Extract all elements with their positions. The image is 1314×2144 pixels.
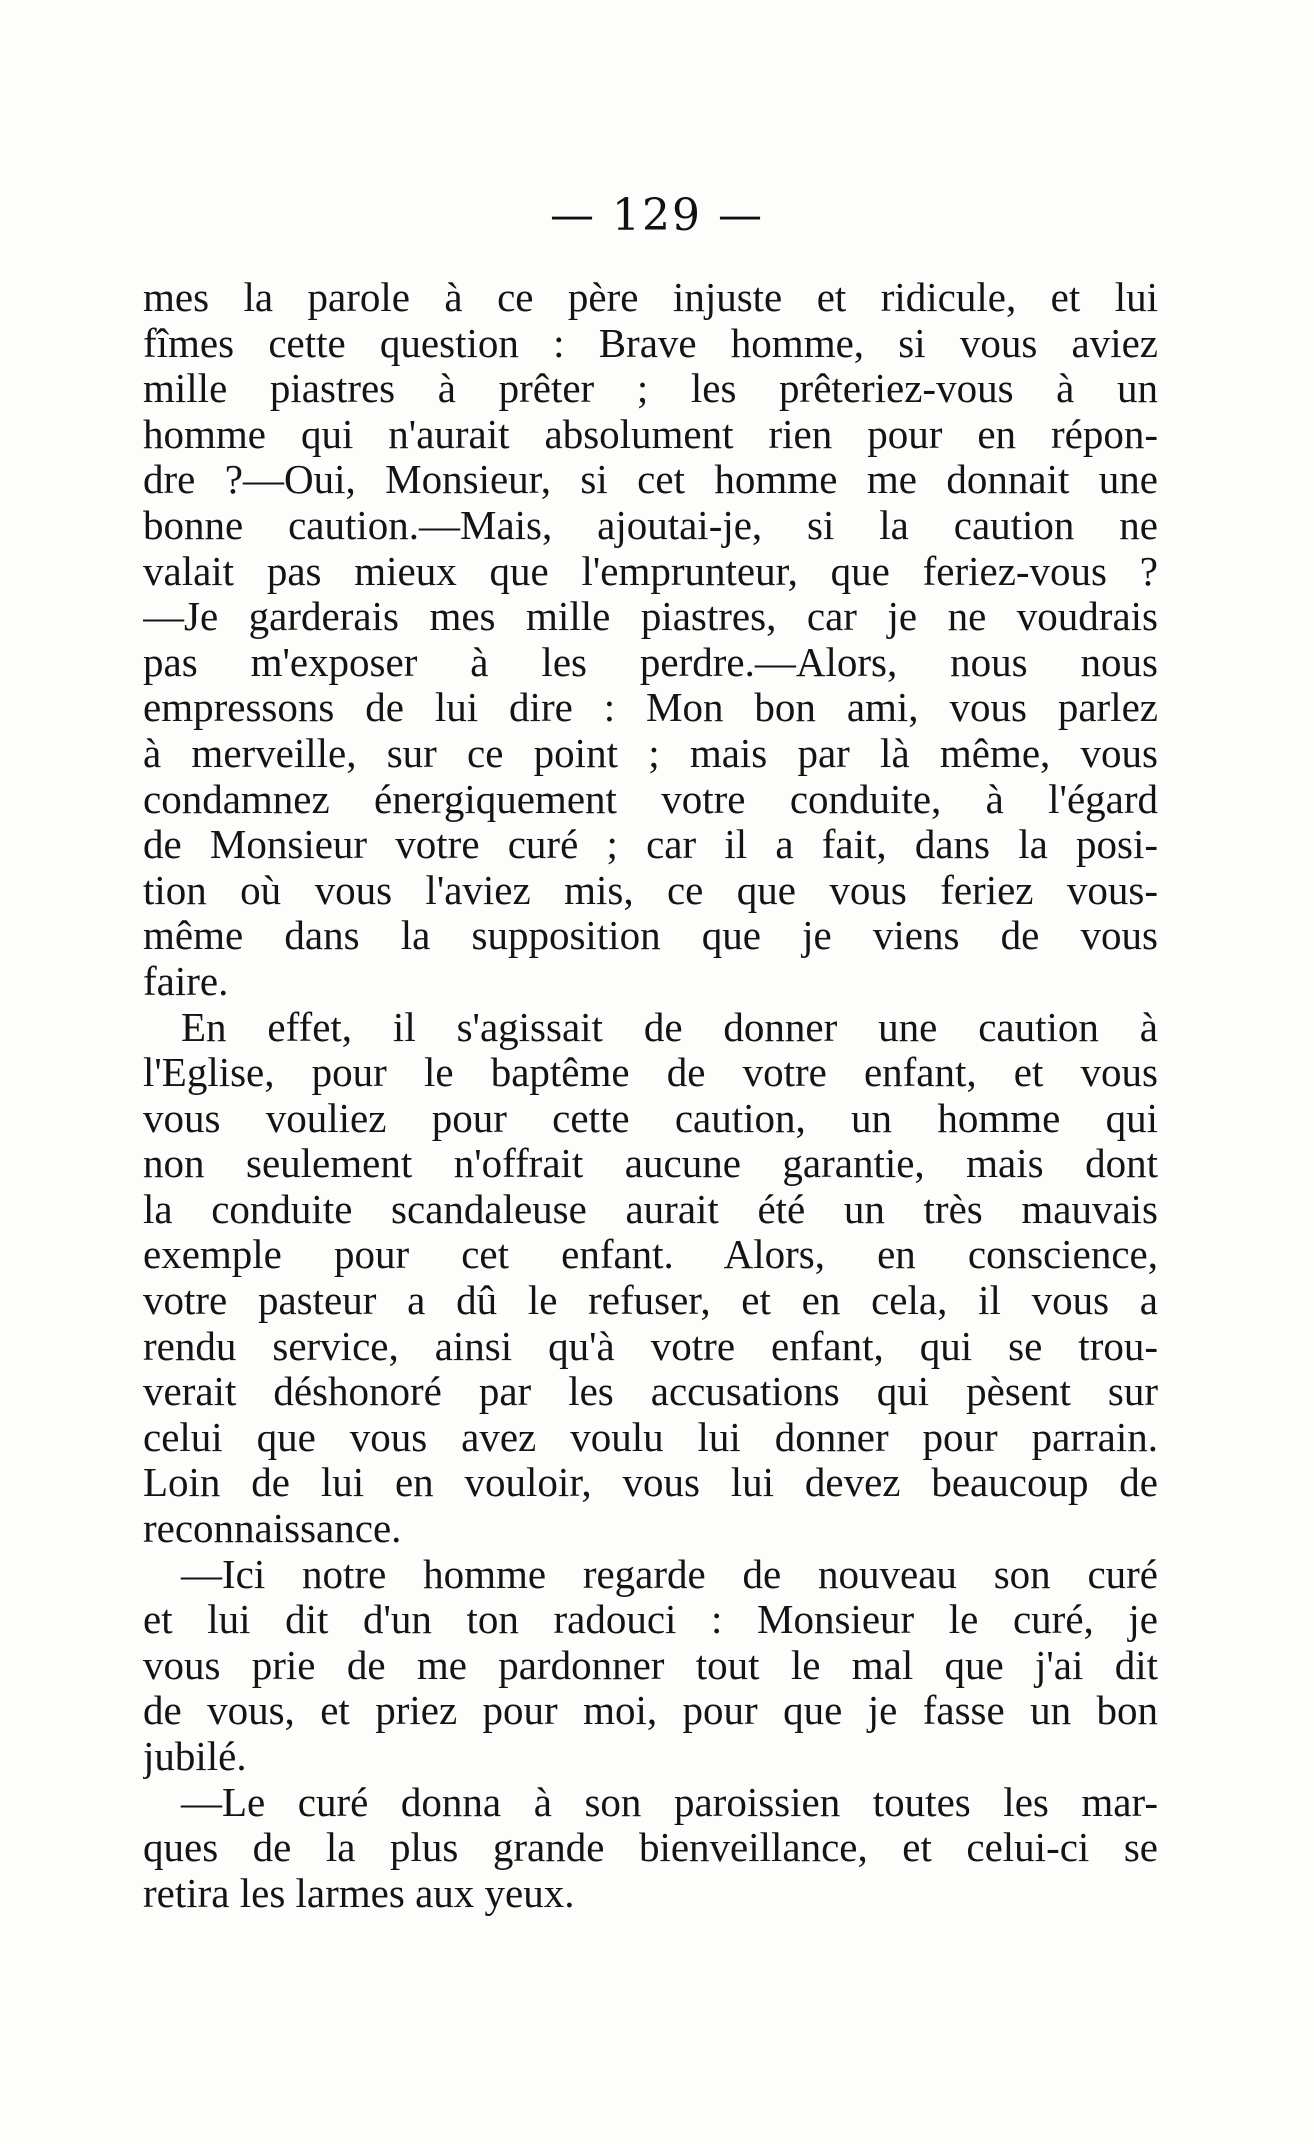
text-line: —Ici notre homme regarde de nouveau son curé [181, 1551, 1158, 1597]
text-line: fîmes cette question : Brave homme, si vous aviez [143, 320, 1158, 366]
text-line: retira les larmes aux yeux. [143, 1870, 575, 1916]
text-line: vous vouliez pour cette caution, un homme qui [143, 1095, 1158, 1141]
text-line: et lui dit d'un ton radouci : Monsieur le curé, je [143, 1597, 1158, 1643]
text-line: mille piastres à prêter ; les prêteriez-vous à un [143, 366, 1158, 412]
text-line: bonne caution.—Mais, ajoutai-je, si la caution ne [143, 502, 1158, 548]
text-line: de vous, et priez pour moi, pour que je fasse un bon [143, 1688, 1158, 1734]
text-line: —Je garderais mes mille piastres, car je ne voudrais [143, 594, 1158, 640]
text-line: à merveille, sur ce point ; mais par là même, vous [143, 730, 1158, 776]
text-line: rendu service, ainsi qu'à votre enfant, qui se trou- [143, 1323, 1158, 1369]
text-line: Loin de lui en vouloir, vous lui devez beaucoup de [143, 1460, 1158, 1506]
text-line: tion où vous l'aviez mis, ce que vous feriez vous- [143, 867, 1158, 913]
text-line: la conduite scandaleuse aurait été un très mauvais [143, 1186, 1158, 1232]
text-line: votre pasteur a dû le refuser, et en cela, il vous a [143, 1278, 1158, 1324]
text-line: même dans la supposition que je viens de vous [143, 913, 1158, 959]
text-line: ques de la plus grande bienveillance, et celui-ci se [143, 1825, 1158, 1871]
text-line: empressons de lui dire : Mon bon ami, vous parlez [143, 685, 1158, 731]
text-line: vous prie de me pardonner tout le mal que j'ai dit [143, 1642, 1158, 1688]
text-line: —Le curé donna à son paroissien toutes les mar- [181, 1779, 1158, 1825]
body-text [143, 275, 1158, 1916]
text-line: valait pas mieux que l'emprunteur, que feriez-vous ? [143, 548, 1158, 594]
text-line: pas m'exposer à les perdre.—Alors, nous nous [143, 639, 1158, 685]
text-line: de Monsieur votre curé ; car il a fait, dans la posi- [143, 822, 1158, 868]
text-line: exemple pour cet enfant. Alors, en conscience, [143, 1232, 1158, 1278]
text-line: homme qui n'aurait absolument rien pour en répon- [143, 411, 1158, 457]
text-line: mes la parole à ce père injuste et ridicule, et lui [143, 275, 1158, 320]
text-line: En effet, il s'agissait de donner une caution à [181, 1004, 1158, 1050]
text-line: non seulement n'offrait aucune garantie, mais dont [143, 1141, 1158, 1187]
page-number-header: — 129 — [550, 190, 764, 241]
text-line: jubilé. [143, 1734, 247, 1779]
text-line: reconnaissance. [143, 1506, 402, 1552]
text-line: verait déshonoré par les accusations qui pèsent sur [143, 1369, 1158, 1415]
text-line: dre ?—Oui, Monsieur, si cet homme me donnait une [143, 457, 1158, 503]
text-line: faire. [143, 958, 229, 1004]
text-line: l'Eglise, pour le baptême de votre enfant, et vous [143, 1050, 1158, 1096]
text-line: condamnez énergiquement votre conduite, à l'égard [143, 776, 1158, 822]
text-line: celui que vous avez voulu lui donner pour parrain. [143, 1414, 1158, 1460]
